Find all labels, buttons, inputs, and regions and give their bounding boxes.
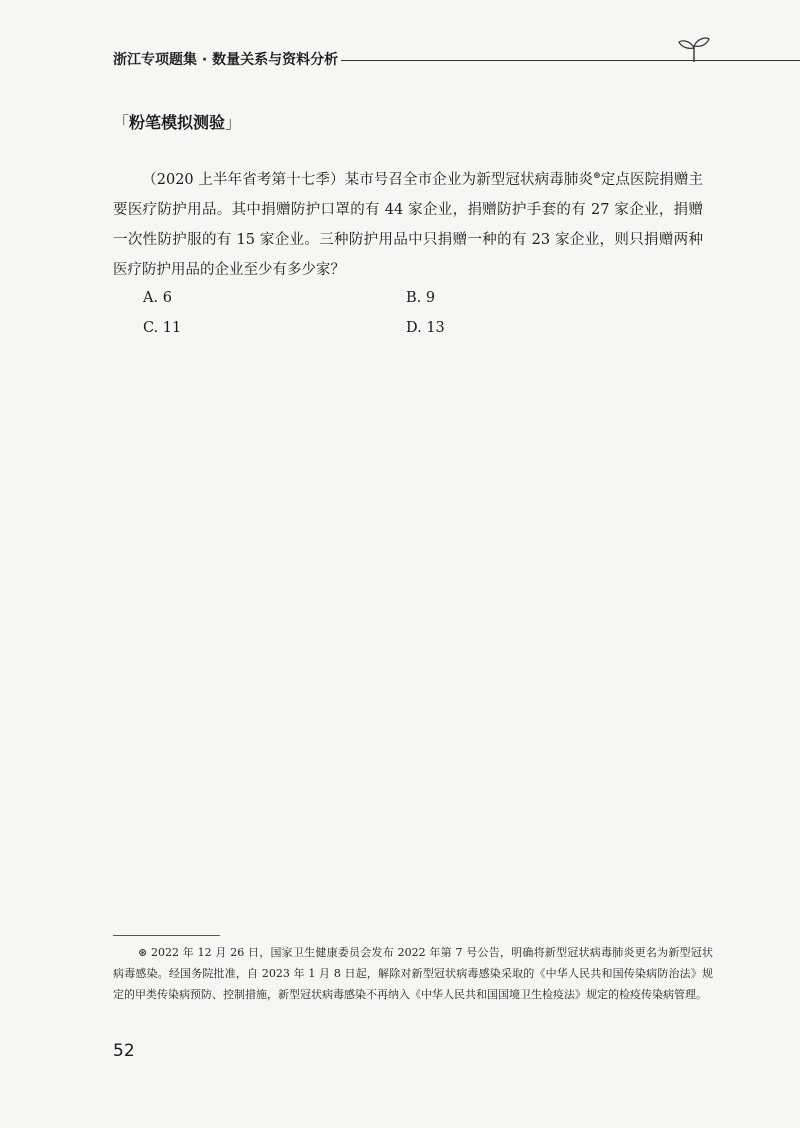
running-header xyxy=(113,46,713,74)
page-number: 52 xyxy=(113,1041,135,1061)
header-rule xyxy=(341,60,800,61)
question-text-part1: （2020 上半年省考第十七季）某市号召全市企业为新型冠状病毒肺炎 xyxy=(142,172,594,188)
section-title xyxy=(113,110,241,133)
option-d: D. 13 xyxy=(406,320,445,336)
question-text-part2: 定点医院捐赠主要医疗防护用品。其中捐赠防护口罩的有 44 家企业，捐赠防护手套的有 27 家企业，捐赠一次性防护服的有 15 家企业。三种防护用品中只捐赠一种的有 23 家企业，则只捐赠两种医疗防护用品的企业至少有多少家？ xyxy=(113,172,703,278)
footnote-marker: ⊛ xyxy=(138,946,148,959)
section-bracket-left: 「 xyxy=(113,113,130,132)
section-title-text: 粉笔模拟测验 xyxy=(129,113,226,132)
option-b: B. 9 xyxy=(406,290,436,306)
footnote-rule xyxy=(113,935,220,936)
question-stem xyxy=(113,165,703,285)
sprout-icon xyxy=(676,34,712,64)
footnote xyxy=(113,942,713,1005)
footnote-ref: ⊛ xyxy=(593,171,601,182)
section-bracket-right: 」 xyxy=(225,113,242,132)
option-a: A. 6 xyxy=(143,290,172,306)
footnote-text: 2022 年 12 月 26 日，国家卫生健康委员会发布 2022 年第 7 号公告，明确将新型冠状病毒肺炎更名为新型冠状病毒感染。经国务院批准，自 2023 年 1 月 8 日起，解除对新型冠状病毒感染采取的《中华人民共和国传染病防治法》规定的甲类传染病预防、控制措施，新型冠状病毒感染不再纳入《中华人民共和国国境卫生检疫法》规定的检疫传染病管理。 xyxy=(113,946,714,1001)
running-header-title: 浙江专项题集 · 数量关系与资料分析 xyxy=(113,52,339,68)
option-c: C. 11 xyxy=(143,320,182,336)
